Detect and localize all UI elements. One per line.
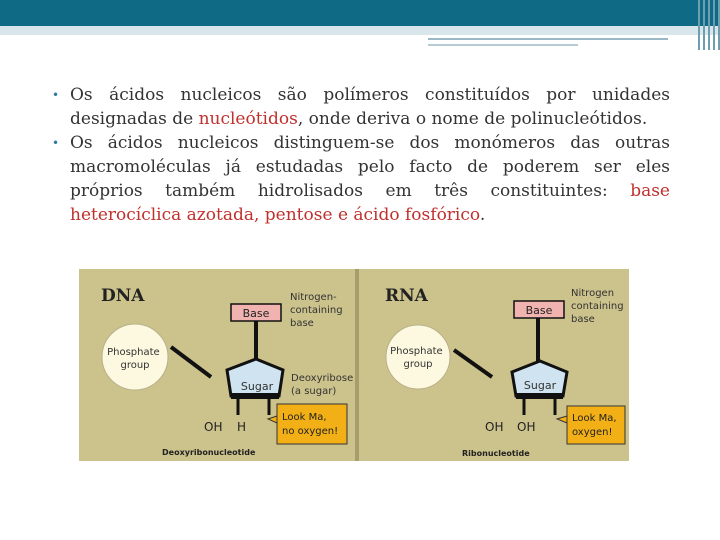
rna-sugar-label: Sugar [523,379,557,392]
dna-phosphate-label: Phosphate group [107,347,160,371]
header-rule [428,38,668,40]
dna-sugar-note: Deoxyribose (a sugar) [291,373,354,397]
dna-diagram [79,269,355,461]
bullet-item [52,131,670,227]
dna-callout-box [277,404,347,444]
rna-oh-label: OH [485,420,504,434]
bond-line [171,347,211,377]
bullet-icon: • [52,88,60,102]
header-band [0,0,720,26]
dna-oh-label: OH [204,420,223,434]
header-rule-short [428,44,578,46]
highlight-text: base heterocíclica azotada, pentose e ácido fosfórico [70,181,670,225]
bond-line [454,350,492,377]
dna-caption: Deoxyribonucleotide [162,448,256,457]
dna-callout-text: Look Ma, no oxygen! [282,412,339,437]
rna-base-note: Nitrogen containing base [571,288,624,325]
header-band-light [0,26,720,35]
phosphate-circle [386,325,450,389]
slide-body [52,83,670,227]
highlight-text: nucleótidos [198,109,298,129]
dna-h-label: H [237,420,247,434]
bullet-text: Os ácidos nucleicos são polímeros constituídos por unidades designadas de [70,85,670,129]
rna-callout-box [567,406,625,444]
rna-base-label: Base [525,304,553,317]
bullet-text: Os ácidos nucleicos distinguem-se dos monómeros das outras macromoléculas já estudadas pelo facto de poderem ser eles próprios também hidrolisados em três constituintes: [70,133,670,201]
bullet-text: , onde deriva o nome de polinucleótidos. [297,109,648,129]
callout-pointer [557,416,567,423]
dna-title: DNA [101,286,145,306]
dna-base-label: Base [242,307,270,320]
dna-sugar-label: Sugar [240,380,274,393]
rna-callout-text: Look Ma, oxygen! [572,413,617,438]
bullet-text: . [479,205,486,225]
header-stripes [694,0,720,50]
dna-base-note: Nitrogen- containing base [290,292,343,329]
nucleotide-figure [79,269,629,461]
rna-oh-label: OH [517,420,536,434]
rna-phosphate-label: Phosphate group [390,346,443,370]
rna-diagram [359,269,629,461]
rna-title: RNA [385,286,428,306]
bullet-item [52,83,670,131]
bullet-icon: • [52,136,60,150]
callout-pointer [268,416,277,423]
rna-caption: Ribonucleotide [462,449,530,458]
